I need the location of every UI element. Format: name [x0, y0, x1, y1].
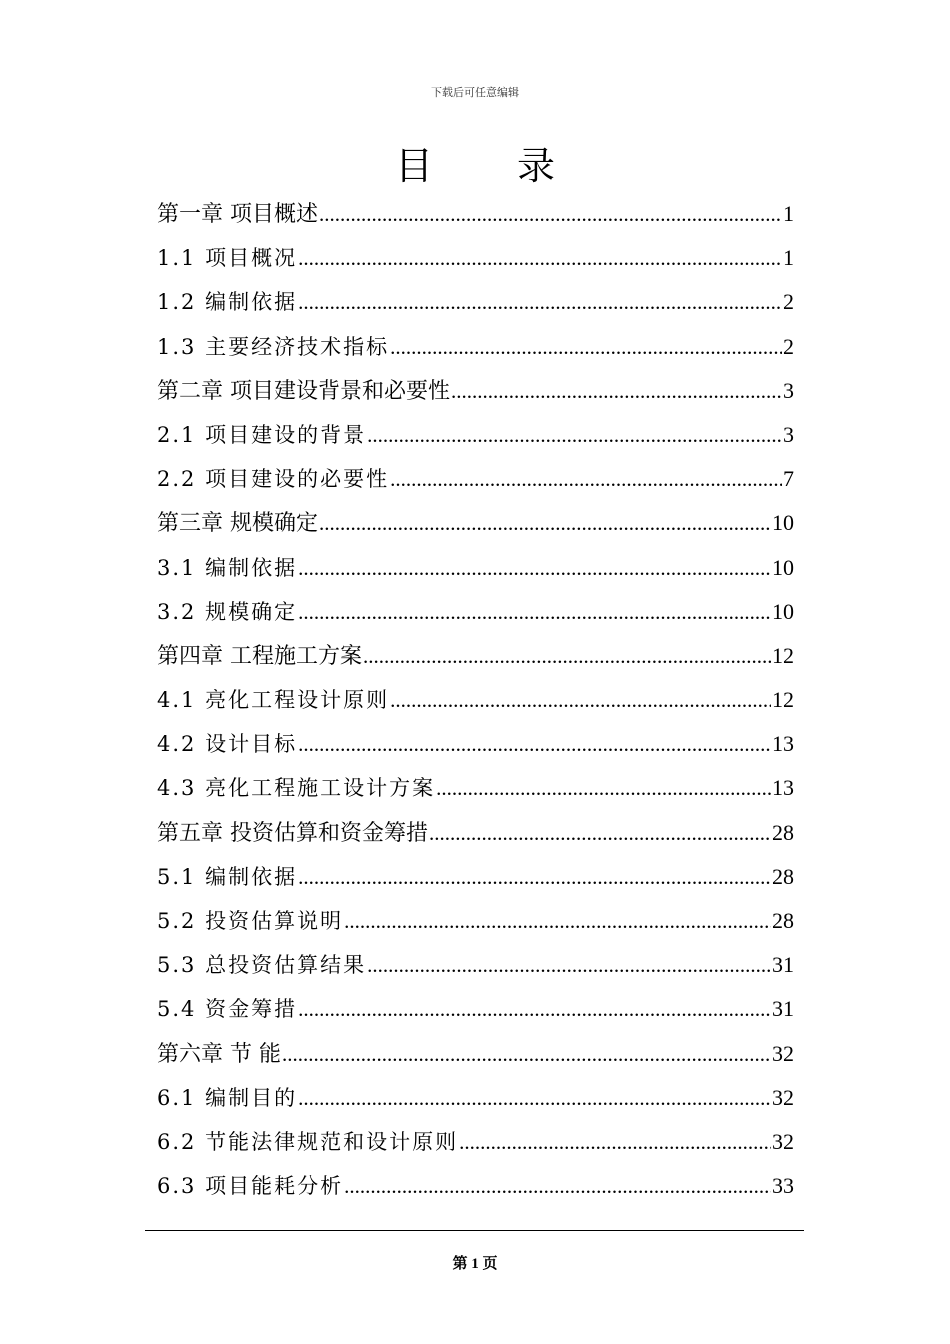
toc-entry-label: 第四章 工程施工方案: [157, 643, 362, 669]
toc-entry[interactable]: [157, 1076, 794, 1120]
toc-entry[interactable]: [157, 1164, 794, 1208]
toc-entry-label: 5.1 编制依据: [157, 864, 298, 889]
toc-entry-label: 2.2 项目建设的必要性: [157, 467, 390, 492]
toc-entry[interactable]: [157, 192, 794, 236]
toc-dot-leader: [298, 722, 771, 766]
header-note: 下载后可任意编辑: [431, 86, 519, 99]
toc-entry[interactable]: [157, 678, 794, 722]
toc-entry-page: 28: [772, 863, 794, 889]
footer-page-number: 第 1 页: [452, 1256, 498, 1272]
toc-dot-leader: [344, 899, 771, 943]
toc-entry-page: 10: [772, 510, 794, 536]
toc-entry-page: 2: [783, 289, 794, 315]
toc-entry[interactable]: [157, 413, 794, 457]
toc-entry-page: 28: [772, 908, 794, 933]
toc-entry[interactable]: [157, 369, 794, 413]
toc-dot-leader: [451, 369, 782, 413]
toc-entry-label: 4.1 亮化工程设计原则: [157, 688, 390, 713]
toc-entry[interactable]: [157, 280, 794, 324]
toc-dot-leader: [298, 987, 771, 1031]
toc-entry-page: 12: [772, 687, 794, 713]
toc-entry-page: 28: [772, 819, 794, 845]
toc-entry[interactable]: [157, 766, 794, 810]
toc-dot-leader: [459, 1120, 771, 1164]
toc-dot-leader: [298, 590, 771, 634]
toc-entry-page: 31: [772, 996, 794, 1022]
toc-entry-label: 5.4 资金筹措: [157, 997, 298, 1022]
toc-entry-page: 32: [772, 1084, 794, 1110]
toc-dot-leader: [390, 457, 782, 501]
toc-entry-label: 第三章 规模确定: [157, 511, 318, 537]
toc-entry-label: 6.3 项目能耗分析: [157, 1174, 344, 1199]
toc-entry-label: 第六章 节 能: [157, 1041, 281, 1067]
toc-entry-page: 32: [772, 1128, 794, 1154]
toc-entry-label: 4.2 设计目标: [157, 732, 298, 757]
toc-entry-label: 3.1 编制依据: [157, 555, 298, 580]
toc-entry-label: 第一章 项目概述: [157, 202, 318, 227]
toc-dot-leader: [363, 634, 771, 678]
toc-entry[interactable]: [157, 590, 794, 634]
toc-dot-leader: [282, 1032, 771, 1076]
toc-entry-page: 7: [783, 466, 794, 492]
toc-entry-label: 3.2 规模确定: [157, 599, 298, 624]
toc-entry[interactable]: [157, 501, 794, 545]
toc-dot-leader: [298, 236, 782, 280]
toc-entry[interactable]: [157, 722, 794, 766]
toc-entry-page: 12: [772, 642, 794, 668]
toc-entry-page: 13: [772, 775, 794, 801]
toc-dot-leader: [298, 546, 771, 590]
toc-entry-label: 4.3 亮化工程施工设计方案: [157, 776, 436, 801]
toc-entry[interactable]: [157, 1120, 794, 1164]
toc-dot-leader: [429, 811, 771, 855]
toc-entry[interactable]: [157, 1032, 794, 1076]
toc-entry-label: 6.1 编制目的: [157, 1085, 298, 1110]
toc-entry[interactable]: [157, 855, 794, 899]
toc-entry-page: 13: [772, 731, 794, 757]
toc-entry-label: 5.2 投资估算说明: [157, 909, 344, 933]
table-of-contents: [157, 192, 794, 1208]
toc-entry[interactable]: [157, 943, 794, 987]
toc-entry-label: 1.1 项目概况: [157, 246, 298, 271]
toc-dot-leader: [344, 1164, 771, 1208]
toc-entry[interactable]: [157, 236, 794, 280]
toc-dot-leader: [298, 855, 771, 899]
toc-entry-page: 3: [783, 377, 794, 403]
toc-entry-label: 6.2 节能法律规范和设计原则: [157, 1129, 459, 1154]
toc-dot-leader: [319, 501, 771, 545]
toc-entry[interactable]: [157, 325, 794, 369]
toc-entry-label: 1.2 编制依据: [157, 290, 298, 315]
toc-title: 目 录: [394, 144, 592, 188]
toc-entry-label: 2.1 项目建设的背景: [157, 422, 367, 447]
toc-dot-leader: [390, 325, 782, 369]
toc-entry[interactable]: [157, 899, 794, 943]
toc-dot-leader: [298, 1076, 771, 1120]
toc-entry-page: 2: [783, 333, 794, 359]
toc-entry-page: 10: [772, 598, 794, 624]
toc-entry-page: 3: [783, 421, 794, 447]
toc-entry-label: 5.3 总投资估算结果: [157, 953, 367, 978]
toc-entry-page: 33: [772, 1173, 794, 1199]
footer-divider: [145, 1230, 804, 1231]
toc-entry[interactable]: [157, 457, 794, 501]
toc-dot-leader: [367, 413, 782, 457]
toc-dot-leader: [436, 766, 771, 810]
toc-dot-leader: [319, 192, 782, 236]
toc-dot-leader: [390, 678, 771, 722]
toc-entry-page: 10: [772, 554, 794, 580]
toc-entry-page: 32: [772, 1040, 794, 1066]
toc-entry-label: 第二章 项目建设背景和必要性: [157, 378, 450, 404]
toc-entry[interactable]: [157, 634, 794, 678]
toc-entry-page: 1: [783, 245, 794, 271]
toc-dot-leader: [298, 280, 782, 324]
toc-entry-page: 1: [783, 201, 794, 226]
toc-entry-label: 1.3 主要经济技术指标: [157, 334, 390, 359]
toc-dot-leader: [367, 943, 771, 987]
toc-entry[interactable]: [157, 987, 794, 1031]
toc-entry[interactable]: [157, 811, 794, 855]
toc-entry-page: 31: [772, 952, 794, 978]
toc-entry-label: 第五章 投资估算和资金筹措: [157, 820, 428, 846]
toc-entry[interactable]: [157, 546, 794, 590]
